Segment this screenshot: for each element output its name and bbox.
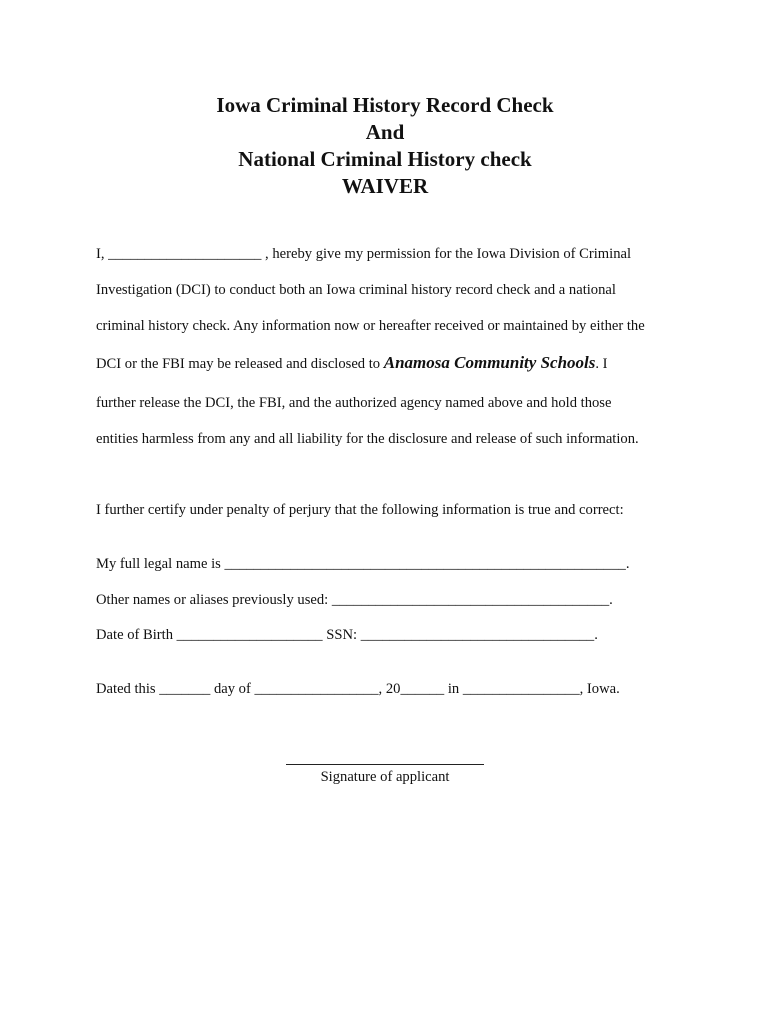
- aliases-blank[interactable]: ______________________________________: [331, 592, 610, 608]
- punctuation: .: [594, 627, 598, 643]
- waiver-text: I,: [96, 246, 109, 262]
- ssn-blank[interactable]: ________________________________: [360, 627, 595, 643]
- legal-name-label: My full legal name is: [96, 556, 225, 572]
- dob-ssn-row: [96, 625, 598, 645]
- aliases-row: [96, 590, 613, 610]
- ssn-label: SSN:: [322, 627, 361, 643]
- month-blank[interactable]: _________________: [254, 681, 379, 697]
- waiver-line-1: [96, 244, 631, 264]
- waiver-line-6: entities harmless from any and all liability for the disclosure and release of such information.: [96, 431, 639, 447]
- signature-caption: Signature of applicant: [320, 769, 450, 785]
- place-blank[interactable]: ________________: [462, 681, 580, 697]
- document-title: [0, 92, 770, 200]
- waiver-text: . I: [595, 356, 608, 372]
- dob-label: Date of Birth: [96, 627, 177, 643]
- waiver-line-5: further release the DCI, the FBI, and the authorized agency named above and hold those: [96, 395, 612, 411]
- waiver-line-2: Investigation (DCI) to conduct both an Iowa criminal history record check and a national: [96, 282, 616, 298]
- punctuation: .: [609, 592, 613, 608]
- waiver-text: DCI or the FBI may be released and disclosed to: [96, 356, 384, 372]
- year-label: , 20: [378, 681, 401, 697]
- legal-name-row: [96, 554, 629, 574]
- in-label: in: [444, 681, 463, 697]
- state-label: , Iowa.: [579, 681, 620, 697]
- dated-label: Dated this: [96, 681, 160, 697]
- certify-statement: I further certify under penalty of perjury that the following information is true and correct:: [96, 502, 624, 518]
- day-of-label: day of: [210, 681, 255, 697]
- waiver-line-3: criminal history check. Any information now or hereafter received or maintained by either the: [96, 318, 645, 334]
- title-line-2: And: [365, 120, 405, 144]
- signature-line[interactable]: [286, 764, 484, 765]
- applicant-name-blank[interactable]: _____________________: [108, 246, 262, 262]
- punctuation: .: [625, 556, 630, 572]
- day-blank[interactable]: _______: [159, 681, 211, 697]
- title-line-4: WAIVER: [341, 174, 429, 198]
- waiver-line-4: [96, 353, 608, 374]
- dated-row: [96, 679, 620, 699]
- waiver-text: , hereby give my permission for the Iowa Division of Criminal: [261, 246, 632, 262]
- title-line-3: National Criminal History check: [238, 147, 532, 171]
- agency-name: Anamosa Community Schools: [383, 353, 596, 372]
- title-line-1: Iowa Criminal History Record Check: [216, 93, 554, 117]
- aliases-label: Other names or aliases previously used:: [96, 592, 332, 608]
- year-blank[interactable]: ______: [400, 681, 445, 697]
- legal-name-blank[interactable]: _______________________________________________________: [224, 556, 626, 572]
- dob-blank[interactable]: ____________________: [176, 627, 323, 643]
